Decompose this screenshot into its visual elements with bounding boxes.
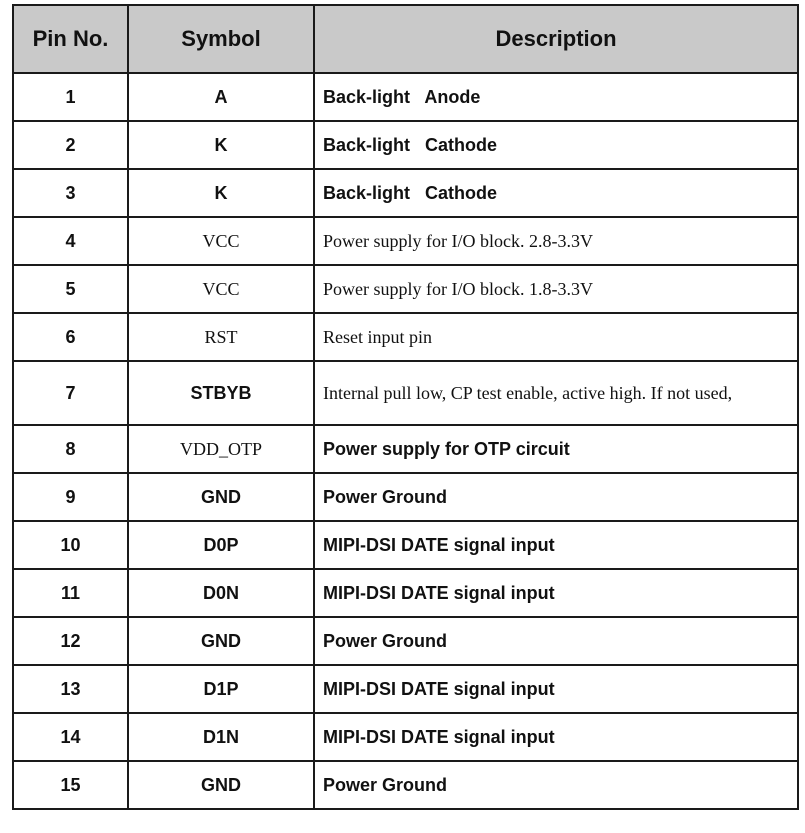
pin-number: 13	[13, 665, 128, 713]
pin-symbol: VCC	[128, 265, 314, 313]
pin-description: Back-light Cathode	[314, 121, 798, 169]
table-row	[13, 761, 798, 809]
pin-number: 4	[13, 217, 128, 265]
table-row	[13, 473, 798, 521]
pin-symbol: K	[128, 169, 314, 217]
pin-number: 2	[13, 121, 128, 169]
pin-table	[12, 4, 799, 810]
pin-description: Power supply for OTP circuit	[314, 425, 798, 473]
header-row	[13, 5, 798, 73]
pin-symbol: D0N	[128, 569, 314, 617]
table-row	[13, 569, 798, 617]
pin-number: 12	[13, 617, 128, 665]
table-row	[13, 169, 798, 217]
pin-description: MIPI-DSI DATE signal input	[314, 521, 798, 569]
pin-symbol: VDD_OTP	[128, 425, 314, 473]
pin-number: 5	[13, 265, 128, 313]
table-row	[13, 425, 798, 473]
pin-description: Back-light Cathode	[314, 169, 798, 217]
pin-number: 14	[13, 713, 128, 761]
pin-description: Power supply for I/O block. 2.8-3.3V	[314, 217, 798, 265]
pin-description: MIPI-DSI DATE signal input	[314, 713, 798, 761]
table-row	[13, 265, 798, 313]
pin-symbol: D1P	[128, 665, 314, 713]
table-row	[13, 665, 798, 713]
pin-description: Back-light Anode	[314, 73, 798, 121]
pin-description: Power Ground	[314, 761, 798, 809]
pin-symbol: RST	[128, 313, 314, 361]
pin-symbol: D0P	[128, 521, 314, 569]
header-pin-no: Pin No.	[13, 5, 128, 73]
pin-symbol: K	[128, 121, 314, 169]
pin-number: 3	[13, 169, 128, 217]
table-row	[13, 617, 798, 665]
pin-symbol: STBYB	[128, 361, 314, 425]
pin-symbol: A	[128, 73, 314, 121]
pin-description: Power Ground	[314, 473, 798, 521]
pin-description: Internal pull low, CP test enable, active high. If not used,	[314, 361, 798, 425]
pin-number: 9	[13, 473, 128, 521]
pin-symbol: GND	[128, 761, 314, 809]
pin-description: Power Ground	[314, 617, 798, 665]
pin-description: MIPI-DSI DATE signal input	[314, 665, 798, 713]
header-description: Description	[314, 5, 798, 73]
header-symbol: Symbol	[128, 5, 314, 73]
table-row	[13, 361, 798, 425]
pin-number: 11	[13, 569, 128, 617]
pin-number: 8	[13, 425, 128, 473]
pin-symbol: VCC	[128, 217, 314, 265]
pin-symbol: D1N	[128, 713, 314, 761]
table-row	[13, 313, 798, 361]
pin-symbol: GND	[128, 473, 314, 521]
pin-description: Reset input pin	[314, 313, 798, 361]
table-row	[13, 73, 798, 121]
pin-number: 7	[13, 361, 128, 425]
table-row	[13, 521, 798, 569]
table-row	[13, 121, 798, 169]
pin-number: 10	[13, 521, 128, 569]
pin-number: 15	[13, 761, 128, 809]
pin-symbol: GND	[128, 617, 314, 665]
pin-number: 1	[13, 73, 128, 121]
pin-number: 6	[13, 313, 128, 361]
pin-description: Power supply for I/O block. 1.8-3.3V	[314, 265, 798, 313]
pin-description: MIPI-DSI DATE signal input	[314, 569, 798, 617]
table-row	[13, 713, 798, 761]
table-row	[13, 217, 798, 265]
